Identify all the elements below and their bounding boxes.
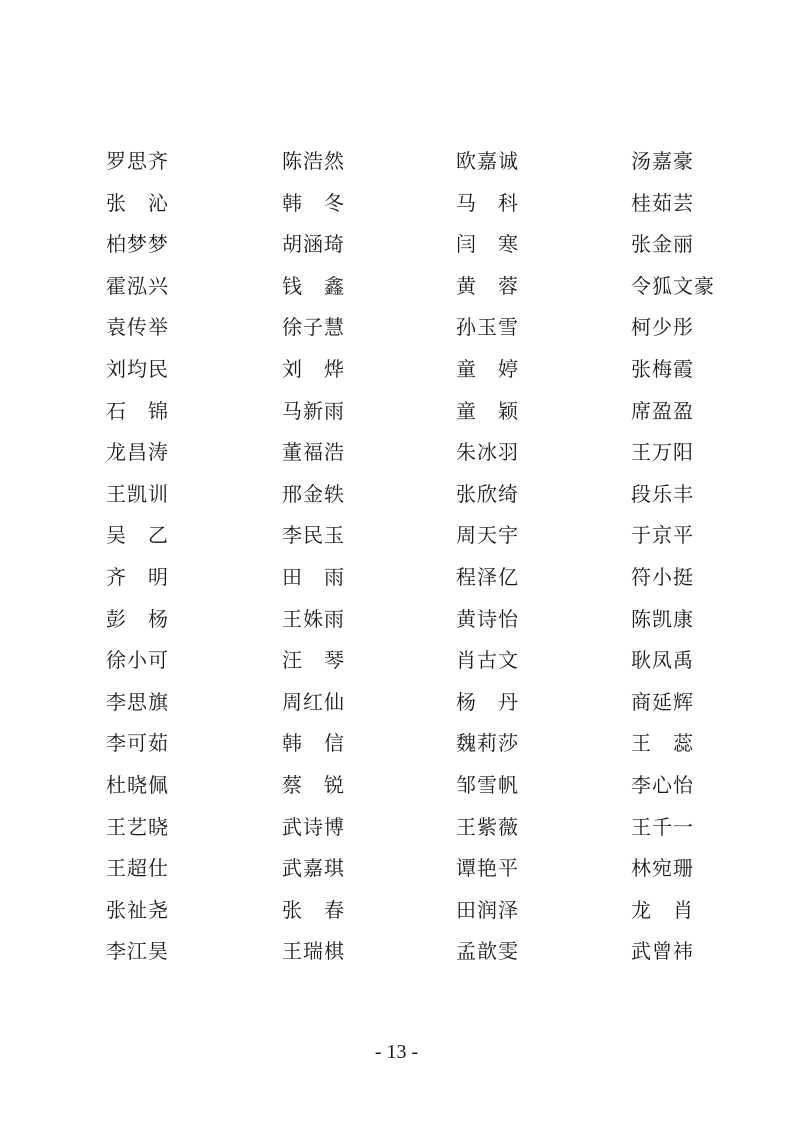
- name-row: [106, 807, 746, 849]
- name-row: [106, 391, 746, 433]
- name-row: [106, 224, 746, 266]
- name-entry: 王艺晓: [106, 814, 169, 839]
- name-row: [106, 640, 746, 682]
- name-entry: 张欣绮: [456, 481, 519, 506]
- name-entry: 石 锦: [106, 398, 169, 423]
- name-entry: 于京平: [631, 523, 694, 548]
- name-row: [106, 141, 746, 183]
- name-entry: 柏梦梦: [106, 232, 169, 257]
- name-entry: 李江昊: [106, 939, 169, 964]
- name-entry: 王万阳: [631, 440, 694, 465]
- name-entry: 邹雪帆: [456, 772, 519, 797]
- name-entry: 王瑞棋: [282, 939, 345, 964]
- name-entry: 汤嘉豪: [631, 149, 694, 173]
- name-list: [106, 141, 746, 973]
- name-entry: 董福浩: [282, 440, 345, 465]
- name-row: [106, 848, 746, 890]
- name-entry: 欧嘉诚: [456, 149, 519, 173]
- name-entry: 胡涵琦: [282, 232, 345, 257]
- name-entry: 谭艳平: [456, 856, 519, 881]
- name-entry: 魏莉莎: [456, 731, 519, 756]
- name-entry: 陈凯康: [631, 606, 694, 631]
- name-entry: 徐子慧: [282, 315, 345, 340]
- name-entry: 黄 蓉: [456, 273, 519, 298]
- name-entry: 黄诗怡: [456, 606, 519, 631]
- name-entry: 武嘉琪: [282, 856, 345, 881]
- name-row: [106, 599, 746, 641]
- name-entry: 令狐文豪: [631, 273, 715, 298]
- name-row: [106, 266, 746, 308]
- name-entry: 孙玉雪: [456, 315, 519, 340]
- name-row: [106, 515, 746, 557]
- name-entry: 邢金轶: [282, 481, 345, 506]
- name-row: [106, 474, 746, 516]
- name-entry: 王超仕: [106, 856, 169, 881]
- name-entry: 杜晓佩: [106, 772, 169, 797]
- name-entry: 韩 冬: [282, 190, 345, 215]
- name-entry: 桂茹芸: [631, 190, 694, 215]
- name-row: [106, 432, 746, 474]
- name-entry: 霍泓兴: [106, 273, 169, 298]
- name-row: [106, 723, 746, 765]
- name-row: [106, 349, 746, 391]
- name-entry: 李思旗: [106, 689, 169, 714]
- name-entry: 符小挺: [631, 564, 694, 589]
- name-entry: 商延辉: [631, 689, 694, 714]
- name-entry: 齐 明: [106, 564, 169, 589]
- name-row: [106, 890, 746, 932]
- name-row: [106, 183, 746, 225]
- name-entry: 张 春: [282, 897, 345, 922]
- name-row: [106, 765, 746, 807]
- name-entry: 王姝雨: [282, 606, 345, 631]
- name-entry: 刘 烨: [282, 356, 345, 381]
- name-entry: 王千一: [631, 814, 694, 839]
- name-entry: 钱 鑫: [282, 273, 345, 298]
- name-entry: 韩 信: [282, 731, 345, 756]
- name-entry: 孟歆雯: [456, 939, 519, 964]
- name-entry: 刘均民: [106, 356, 169, 381]
- name-entry: 罗思齐: [106, 149, 169, 173]
- name-entry: 马新雨: [282, 398, 345, 423]
- name-entry: 张金丽: [631, 232, 694, 257]
- name-entry: 汪 琴: [282, 648, 345, 673]
- name-entry: 闫 寒: [456, 232, 519, 257]
- name-entry: 田润泽: [456, 897, 519, 922]
- name-entry: 马 科: [456, 190, 519, 215]
- name-entry: 龙昌涛: [106, 440, 169, 465]
- name-entry: 肖古文: [456, 648, 519, 673]
- name-entry: 童 颖: [456, 398, 519, 423]
- name-entry: 武诗博: [282, 814, 345, 839]
- name-entry: 彭 杨: [106, 606, 169, 631]
- name-entry: 张 沁: [106, 190, 169, 215]
- name-entry: 童 婷: [456, 356, 519, 381]
- name-entry: 田 雨: [282, 564, 345, 589]
- name-entry: 林宛珊: [631, 856, 694, 881]
- name-entry: 周天宇: [456, 523, 519, 548]
- name-entry: 王凯训: [106, 481, 169, 506]
- name-entry: 袁传举: [106, 315, 169, 340]
- name-entry: 柯少彤: [631, 315, 694, 340]
- name-entry: 朱冰羽: [456, 440, 519, 465]
- name-entry: 王紫薇: [456, 814, 519, 839]
- name-entry: 段乐丰: [631, 481, 694, 506]
- name-entry: 李可茹: [106, 731, 169, 756]
- name-row: [106, 307, 746, 349]
- name-entry: 李心怡: [631, 772, 694, 797]
- name-entry: 龙 肖: [631, 897, 694, 922]
- name-entry: 周红仙: [282, 689, 345, 714]
- name-entry: 武曾祎: [631, 939, 694, 964]
- name-row: [106, 682, 746, 724]
- name-entry: 耿凤禹: [631, 648, 694, 673]
- name-entry: 程泽亿: [456, 564, 519, 589]
- name-entry: 席盈盈: [631, 398, 694, 423]
- page-number: - 13 -: [374, 1041, 419, 1063]
- name-entry: 王 蕊: [631, 731, 694, 756]
- name-entry: 张梅霞: [631, 356, 694, 381]
- name-entry: 蔡 锐: [282, 772, 345, 797]
- name-entry: 陈浩然: [282, 149, 345, 173]
- name-row: [106, 931, 746, 973]
- name-entry: 徐小可: [106, 648, 169, 673]
- name-entry: 吴 乙: [106, 523, 169, 548]
- name-entry: 李民玉: [282, 523, 345, 548]
- name-row: [106, 557, 746, 599]
- name-entry: 张祉尧: [106, 897, 169, 922]
- name-entry: 杨 丹: [456, 689, 519, 714]
